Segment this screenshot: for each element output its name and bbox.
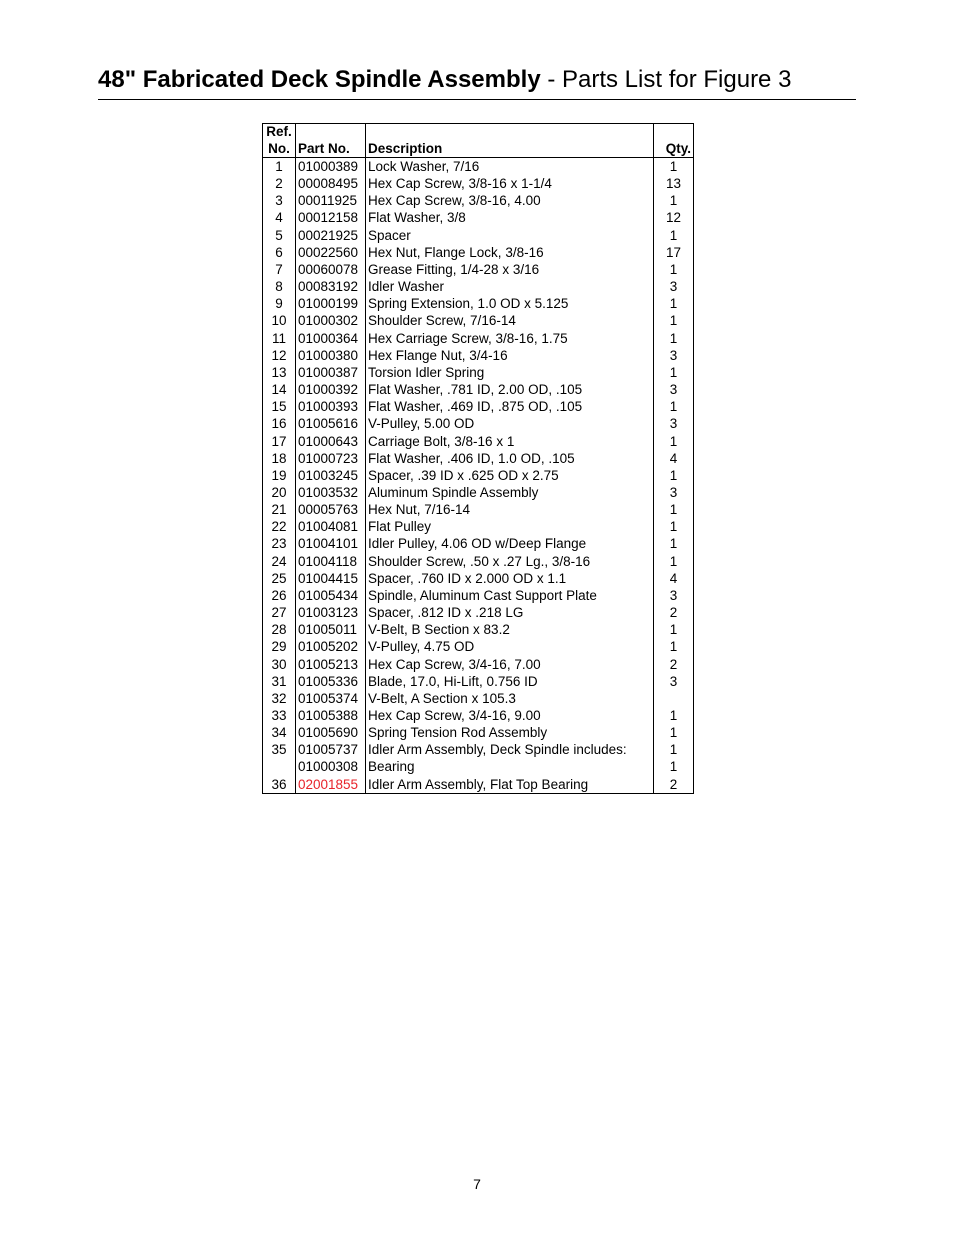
qty-cell: 2 — [654, 776, 694, 794]
part-number-cell: 00011925 — [296, 192, 366, 209]
qty-cell: 1 — [654, 398, 694, 415]
description-cell: Hex Flange Nut, 3/4-16 — [366, 347, 654, 364]
description-cell: V-Belt, B Section x 83.2 — [366, 621, 654, 638]
qty-cell: 1 — [654, 621, 694, 638]
part-number-cell: 01003123 — [296, 604, 366, 621]
part-number-cell: 01005737 — [296, 741, 366, 758]
ref-cell: 32 — [263, 690, 296, 707]
description-cell: Hex Carriage Screw, 3/8-16, 1.75 — [366, 330, 654, 347]
ref-cell: 6 — [263, 244, 296, 261]
qty-cell: 1 — [654, 467, 694, 484]
qty-cell: 1 — [654, 724, 694, 741]
ref-cell: 16 — [263, 415, 296, 432]
ref-cell: 30 — [263, 656, 296, 673]
part-number-cell: 00083192 — [296, 278, 366, 295]
table-row — [263, 312, 694, 329]
description-cell: Idler Pulley, 4.06 OD w/Deep Flange — [366, 535, 654, 552]
table-row — [263, 638, 694, 655]
ref-cell: 21 — [263, 501, 296, 518]
qty-cell: 1 — [654, 553, 694, 570]
description-cell: Carriage Bolt, 3/8-16 x 1 — [366, 433, 654, 450]
table-row — [263, 776, 694, 794]
table-row — [263, 295, 694, 312]
ref-cell — [263, 758, 296, 775]
part-number-cell: 00021925 — [296, 227, 366, 244]
part-number-cell: 01004081 — [296, 518, 366, 535]
qty-cell: 1 — [654, 364, 694, 381]
part-number-cell: 01004101 — [296, 535, 366, 552]
table-row — [263, 450, 694, 467]
part-number-cell: 01000380 — [296, 347, 366, 364]
qty-cell: 1 — [654, 158, 694, 176]
ref-cell: 17 — [263, 433, 296, 450]
table-row — [263, 158, 694, 176]
part-number-cell: 02001855 — [296, 776, 366, 794]
ref-cell: 22 — [263, 518, 296, 535]
part-number-cell: 01000199 — [296, 295, 366, 312]
qty-cell — [654, 690, 694, 707]
part-number-cell: 01005213 — [296, 656, 366, 673]
parts-table — [262, 123, 694, 794]
part-number-cell: 00005763 — [296, 501, 366, 518]
part-number-cell: 01003532 — [296, 484, 366, 501]
ref-cell: 19 — [263, 467, 296, 484]
ref-cell: 36 — [263, 776, 296, 794]
part-number-cell: 01005388 — [296, 707, 366, 724]
description-cell: Aluminum Spindle Assembly — [366, 484, 654, 501]
page-number: 7 — [473, 1176, 481, 1192]
table-row — [263, 192, 694, 209]
title-divider — [98, 99, 856, 100]
ref-cell: 33 — [263, 707, 296, 724]
description-cell: Shoulder Screw, 7/16-14 — [366, 312, 654, 329]
description-cell: Idler Washer — [366, 278, 654, 295]
part-number-cell: 01005690 — [296, 724, 366, 741]
page-title-subtitle: - Parts List for Figure 3 — [540, 66, 792, 93]
description-cell: Idler Arm Assembly, Deck Spindle includes: — [366, 741, 654, 758]
ref-cell: 27 — [263, 604, 296, 621]
qty-cell: 1 — [654, 261, 694, 278]
description-cell: Grease Fitting, 1/4-28 x 3/16 — [366, 261, 654, 278]
description-cell: Spacer — [366, 227, 654, 244]
description-cell: Spacer, .760 ID x 2.000 OD x 1.1 — [366, 570, 654, 587]
header-ref-no: Ref. No. — [263, 124, 296, 158]
part-number-cell: 01005011 — [296, 621, 366, 638]
description-cell: Blade, 17.0, Hi-Lift, 0.756 ID — [366, 673, 654, 690]
ref-cell: 26 — [263, 587, 296, 604]
description-cell: Flat Washer, 3/8 — [366, 209, 654, 226]
part-number-cell: 00012158 — [296, 209, 366, 226]
table-row — [263, 381, 694, 398]
description-cell: V-Belt, A Section x 105.3 — [366, 690, 654, 707]
part-number-cell: 01003245 — [296, 467, 366, 484]
table-row — [263, 587, 694, 604]
description-cell: V-Pulley, 5.00 OD — [366, 415, 654, 432]
description-cell: Torsion Idler Spring — [366, 364, 654, 381]
ref-cell: 5 — [263, 227, 296, 244]
ref-cell: 11 — [263, 330, 296, 347]
table-row — [263, 244, 694, 261]
qty-cell: 17 — [654, 244, 694, 261]
part-number-cell: 01005434 — [296, 587, 366, 604]
ref-cell: 8 — [263, 278, 296, 295]
parts-table-body — [263, 158, 694, 794]
part-number-cell: 01005616 — [296, 415, 366, 432]
qty-cell: 1 — [654, 741, 694, 758]
description-cell: Spring Tension Rod Assembly — [366, 724, 654, 741]
table-row — [263, 758, 694, 775]
description-cell: Flat Washer, .469 ID, .875 OD, .105 — [366, 398, 654, 415]
qty-cell: 3 — [654, 278, 694, 295]
description-cell: Shoulder Screw, .50 x .27 Lg., 3/8-16 — [366, 553, 654, 570]
table-row — [263, 433, 694, 450]
description-cell: Hex Cap Screw, 3/4-16, 9.00 — [366, 707, 654, 724]
part-number-cell: 01005374 — [296, 690, 366, 707]
ref-cell: 4 — [263, 209, 296, 226]
header-part-no: Part No. — [296, 124, 366, 158]
qty-cell: 1 — [654, 312, 694, 329]
qty-cell: 3 — [654, 484, 694, 501]
qty-cell: 1 — [654, 707, 694, 724]
table-row — [263, 501, 694, 518]
ref-cell: 31 — [263, 673, 296, 690]
part-number-cell: 01000308 — [296, 758, 366, 775]
qty-cell: 1 — [654, 227, 694, 244]
ref-cell: 9 — [263, 295, 296, 312]
ref-cell: 10 — [263, 312, 296, 329]
qty-cell: 3 — [654, 381, 694, 398]
qty-cell: 13 — [654, 175, 694, 192]
qty-cell: 12 — [654, 209, 694, 226]
qty-cell: 4 — [654, 570, 694, 587]
table-row — [263, 553, 694, 570]
table-row — [263, 621, 694, 638]
part-number-cell: 01005202 — [296, 638, 366, 655]
table-row — [263, 484, 694, 501]
description-cell: Flat Pulley — [366, 518, 654, 535]
qty-cell: 4 — [654, 450, 694, 467]
qty-cell: 1 — [654, 433, 694, 450]
table-row — [263, 604, 694, 621]
part-number-cell: 01000392 — [296, 381, 366, 398]
table-row — [263, 209, 694, 226]
part-number-cell: 00022560 — [296, 244, 366, 261]
page-title — [98, 64, 858, 96]
ref-cell: 18 — [263, 450, 296, 467]
table-row — [263, 741, 694, 758]
ref-cell: 28 — [263, 621, 296, 638]
description-cell: V-Pulley, 4.75 OD — [366, 638, 654, 655]
part-number-cell: 01000393 — [296, 398, 366, 415]
description-cell: Spacer, .812 ID x .218 LG — [366, 604, 654, 621]
ref-cell: 13 — [263, 364, 296, 381]
header-qty: Qty. — [654, 124, 694, 158]
part-number-cell: 01000723 — [296, 450, 366, 467]
table-row — [263, 724, 694, 741]
table-row — [263, 227, 694, 244]
table-row — [263, 330, 694, 347]
qty-cell: 2 — [654, 656, 694, 673]
page-title-main: 48" Fabricated Deck Spindle Assembly — [98, 66, 541, 93]
ref-cell: 12 — [263, 347, 296, 364]
description-cell: Flat Washer, .406 ID, 1.0 OD, .105 — [366, 450, 654, 467]
ref-cell: 25 — [263, 570, 296, 587]
part-number-cell: 01000364 — [296, 330, 366, 347]
table-row — [263, 690, 694, 707]
table-row — [263, 278, 694, 295]
table-row — [263, 535, 694, 552]
part-number-cell: 01005336 — [296, 673, 366, 690]
table-row — [263, 673, 694, 690]
ref-cell: 24 — [263, 553, 296, 570]
description-cell: Lock Washer, 7/16 — [366, 158, 654, 176]
part-number-cell: 00060078 — [296, 261, 366, 278]
qty-cell: 1 — [654, 518, 694, 535]
table-row — [263, 347, 694, 364]
qty-cell: 1 — [654, 638, 694, 655]
description-cell: Hex Nut, 7/16-14 — [366, 501, 654, 518]
part-number-cell: 01004118 — [296, 553, 366, 570]
qty-cell: 1 — [654, 330, 694, 347]
qty-cell: 3 — [654, 415, 694, 432]
ref-cell: 15 — [263, 398, 296, 415]
qty-cell: 3 — [654, 587, 694, 604]
table-row — [263, 707, 694, 724]
table-row — [263, 398, 694, 415]
part-number-cell: 01000302 — [296, 312, 366, 329]
description-cell: Hex Cap Screw, 3/4-16, 7.00 — [366, 656, 654, 673]
qty-cell: 1 — [654, 501, 694, 518]
header-description: Description — [366, 124, 654, 158]
qty-cell: 2 — [654, 604, 694, 621]
description-cell: Hex Nut, Flange Lock, 3/8-16 — [366, 244, 654, 261]
table-row — [263, 415, 694, 432]
description-cell: Bearing — [366, 758, 654, 775]
description-cell: Spacer, .39 ID x .625 OD x 2.75 — [366, 467, 654, 484]
ref-cell: 20 — [263, 484, 296, 501]
ref-cell: 29 — [263, 638, 296, 655]
ref-cell: 23 — [263, 535, 296, 552]
table-row — [263, 656, 694, 673]
qty-cell: 3 — [654, 347, 694, 364]
part-number-cell: 00008495 — [296, 175, 366, 192]
table-row — [263, 175, 694, 192]
description-cell: Hex Cap Screw, 3/8-16 x 1-1/4 — [366, 175, 654, 192]
table-row — [263, 570, 694, 587]
description-cell: Flat Washer, .781 ID, 2.00 OD, .105 — [366, 381, 654, 398]
description-cell: Hex Cap Screw, 3/8-16, 4.00 — [366, 192, 654, 209]
ref-cell: 14 — [263, 381, 296, 398]
qty-cell: 1 — [654, 295, 694, 312]
ref-cell: 34 — [263, 724, 296, 741]
ref-cell: 3 — [263, 192, 296, 209]
part-number-cell: 01000643 — [296, 433, 366, 450]
part-number-cell: 01004415 — [296, 570, 366, 587]
ref-cell: 2 — [263, 175, 296, 192]
description-cell: Spring Extension, 1.0 OD x 5.125 — [366, 295, 654, 312]
part-number-cell: 01000387 — [296, 364, 366, 381]
description-cell: Spindle, Aluminum Cast Support Plate — [366, 587, 654, 604]
qty-cell: 1 — [654, 535, 694, 552]
part-number-cell: 01000389 — [296, 158, 366, 176]
ref-cell: 35 — [263, 741, 296, 758]
table-row — [263, 518, 694, 535]
description-cell: Idler Arm Assembly, Flat Top Bearing — [366, 776, 654, 794]
table-row — [263, 364, 694, 381]
table-row — [263, 261, 694, 278]
qty-cell: 3 — [654, 673, 694, 690]
parts-table-header-row — [263, 124, 694, 158]
ref-cell: 7 — [263, 261, 296, 278]
qty-cell: 1 — [654, 758, 694, 775]
ref-cell: 1 — [263, 158, 296, 176]
table-row — [263, 467, 694, 484]
qty-cell: 1 — [654, 192, 694, 209]
